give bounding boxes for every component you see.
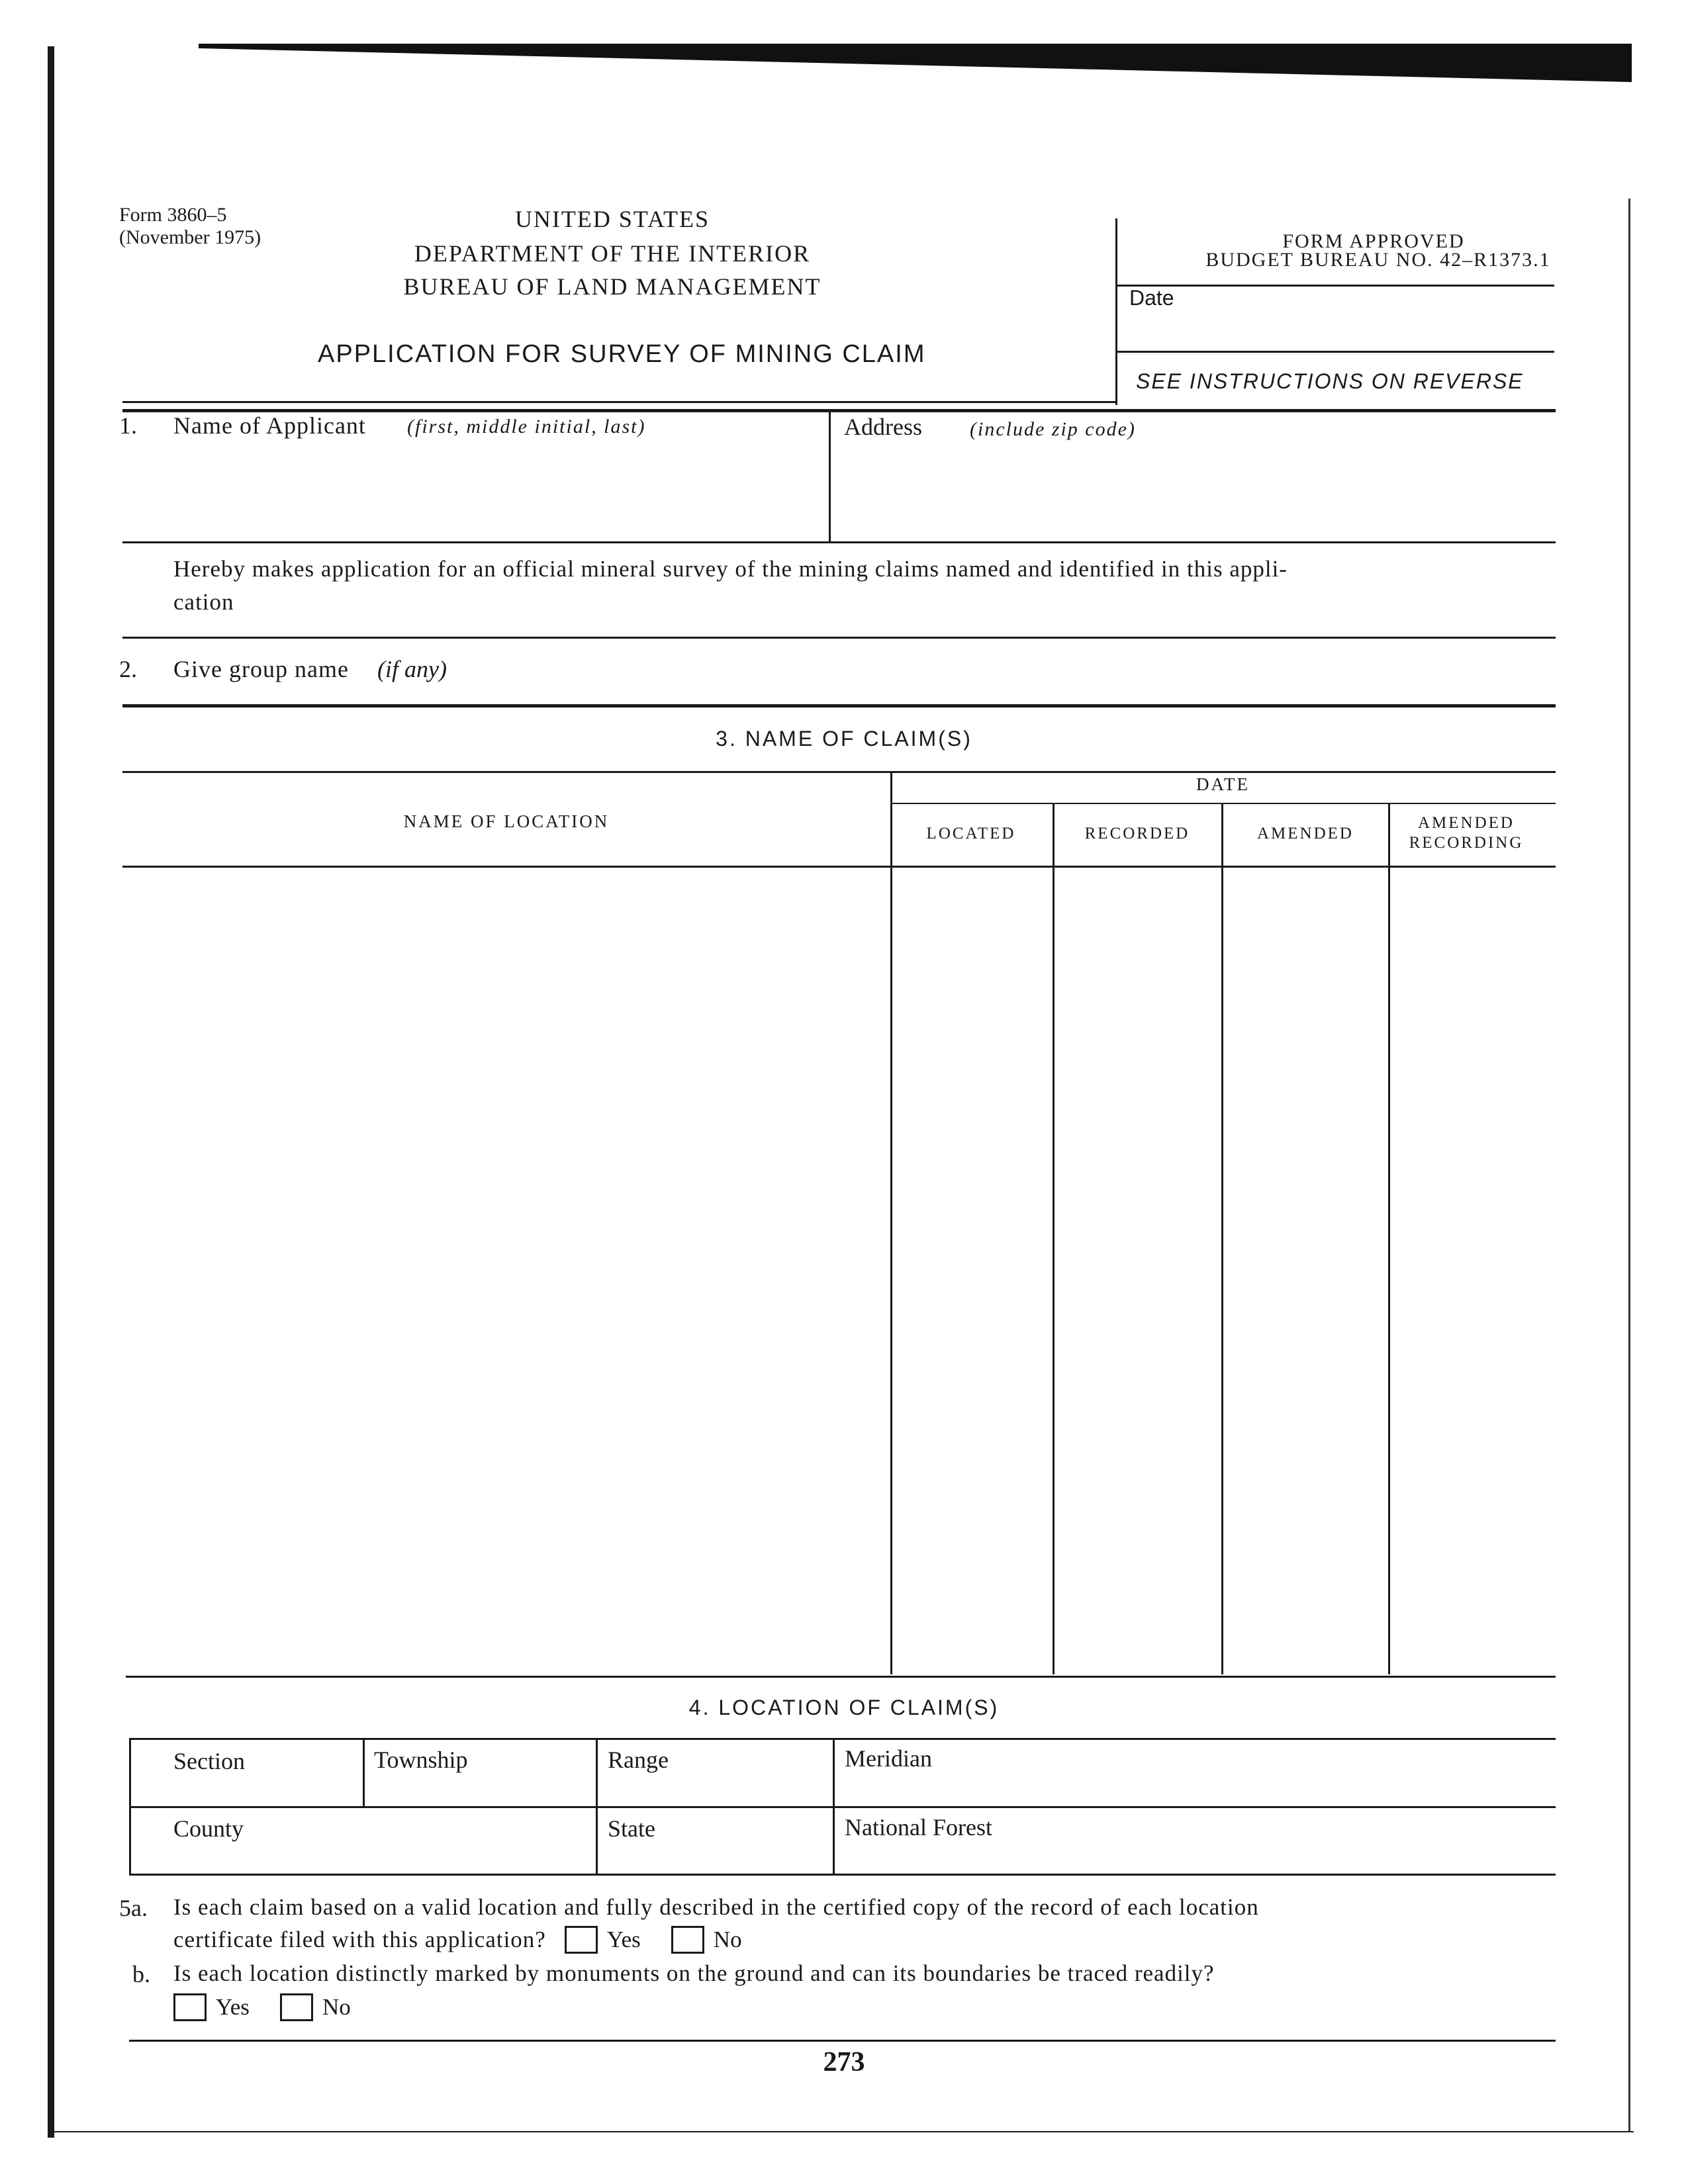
- location-middle-rule: [129, 1806, 1556, 1808]
- name-of-location-header: NAME OF LOCATION: [403, 811, 610, 831]
- state-field[interactable]: [599, 1846, 831, 1872]
- section5-bottom-rule: [129, 2040, 1556, 2042]
- state-field-label: State: [608, 1815, 655, 1842]
- instructions-note: SEE INSTRUCTIONS ON REVERSE: [1136, 369, 1524, 393]
- question-5a-no-option[interactable]: [671, 1926, 742, 1954]
- question-5a-line2: certificate filed with this application?: [173, 1927, 546, 1952]
- table-divider-4: [1388, 803, 1390, 1674]
- table-divider-3: [1221, 803, 1223, 1674]
- table-divider-1: [890, 771, 892, 1674]
- name-of-location-column[interactable]: [126, 868, 887, 1672]
- question-5b-no-label: No: [322, 1994, 351, 2020]
- form-approved: FORM APPROVED: [1282, 230, 1465, 252]
- question-5a-line1: Is each claim based on a valid location and fully described in the certified copy of the record of each location: [173, 1894, 1259, 1920]
- date-field[interactable]: [1192, 286, 1554, 349]
- date-rule: [1117, 351, 1554, 353]
- question-5b-number: b.: [132, 1961, 150, 1987]
- section-field-label: Section: [173, 1748, 245, 1774]
- form-date: (November 1975): [119, 226, 261, 248]
- meridian-field-label: Meridian: [845, 1745, 932, 1772]
- address-hint: (include zip code): [970, 418, 1136, 440]
- page-title: APPLICATION FOR SURVEY OF MINING CLAIM: [318, 340, 926, 368]
- applicant-name-field[interactable]: [126, 447, 827, 539]
- section4-heading: 4. LOCATION OF CLAIM(S): [688, 1696, 1000, 1719]
- amended-column[interactable]: [1225, 868, 1385, 1672]
- section1-number: 1.: [119, 412, 137, 439]
- section1-bottom-rule: [122, 541, 1556, 543]
- question-5a-line2-row: [173, 1926, 773, 1954]
- budget-bureau-number: BUDGET BUREAU NO. 42–R1373.1: [1205, 249, 1551, 271]
- address-field[interactable]: [834, 450, 1556, 539]
- township-field[interactable]: [365, 1780, 594, 1805]
- question-5a-yes-option[interactable]: [565, 1926, 641, 1954]
- agency-line-1: UNITED STATES: [514, 206, 710, 232]
- range-field-label: Range: [608, 1747, 669, 1773]
- applicant-name-hint: (first, middle initial, last): [407, 416, 646, 437]
- date-group-header: DATE: [1196, 774, 1250, 794]
- question-5b-yes-checkbox[interactable]: [173, 1993, 207, 2021]
- scan-left-edge: [48, 46, 54, 2138]
- question-5a-yes-checkbox[interactable]: [565, 1926, 598, 1954]
- section2-number: 2.: [119, 656, 137, 682]
- county-field-label: County: [173, 1815, 244, 1842]
- range-field[interactable]: [599, 1780, 831, 1805]
- page-number: 273: [823, 2047, 865, 2077]
- header-right-divider: [1115, 218, 1117, 405]
- application-statement-line2: cation: [173, 589, 234, 615]
- question-5a-number: 5a.: [119, 1895, 148, 1921]
- table-bottom-rule: [126, 1676, 1556, 1678]
- section3-heading: 3. NAME OF CLAIM(S): [716, 727, 972, 751]
- group-name-hint: (if any): [377, 656, 447, 682]
- amended-recording-column[interactable]: [1392, 868, 1554, 1672]
- scan-top-edge: [199, 44, 1632, 82]
- question-5b-yes-label: Yes: [216, 1994, 250, 2020]
- section1-divider: [829, 410, 831, 541]
- applicant-name-label: Name of Applicant: [173, 412, 366, 439]
- amended-recording-header: AMENDED RECORDING: [1409, 814, 1524, 852]
- question-5b-no-checkbox[interactable]: [280, 1993, 313, 2021]
- application-statement-line1: Hereby makes application for an official mineral survey of the mining claims named and identified in this appli-: [173, 556, 1288, 582]
- county-field[interactable]: [132, 1846, 592, 1872]
- scan-bottom-edge: [52, 2131, 1634, 2132]
- header-rule: [122, 401, 1115, 403]
- national-forest-field-label: National Forest: [845, 1814, 992, 1841]
- township-field-label: Township: [374, 1747, 468, 1773]
- location-bottom-rule: [129, 1874, 1556, 1876]
- table-divider-2: [1053, 803, 1055, 1674]
- section2-bottom-rule: [122, 704, 1556, 707]
- question-5a-no-label: No: [713, 1927, 742, 1952]
- located-header: LOCATED: [926, 825, 1016, 842]
- form-number: Form 3860–5: [119, 204, 227, 226]
- recorded-column[interactable]: [1056, 868, 1219, 1672]
- question-5a-no-checkbox[interactable]: [671, 1926, 704, 1954]
- meridian-field[interactable]: [835, 1780, 1554, 1805]
- question-5b-yes-option[interactable]: [173, 1993, 250, 2021]
- agency-line-3: BUREAU OF LAND MANAGEMENT: [403, 273, 821, 300]
- question-5a-yes-label: Yes: [606, 1927, 641, 1952]
- scan-right-edge: [1628, 199, 1630, 2131]
- group-name-field[interactable]: [477, 649, 1549, 702]
- amended-header: AMENDED: [1257, 825, 1354, 842]
- section-field[interactable]: [132, 1780, 361, 1805]
- group-name-label: Give group name: [173, 656, 349, 682]
- location-divider-1: [363, 1738, 365, 1806]
- date-label: Date: [1129, 286, 1174, 310]
- statement-rule: [122, 637, 1556, 639]
- table-header-rule: [122, 866, 1556, 868]
- recorded-header: RECORDED: [1084, 825, 1190, 842]
- question-5b-no-option[interactable]: [280, 1993, 351, 2021]
- agency-line-2: DEPARTMENT OF THE INTERIOR: [414, 240, 811, 267]
- located-column[interactable]: [894, 868, 1050, 1672]
- question-5b-options: [173, 1993, 381, 2021]
- location-top-rule: [129, 1738, 1556, 1740]
- national-forest-field[interactable]: [835, 1846, 1554, 1872]
- table-top-rule: [122, 771, 1556, 773]
- question-5b-line1: Is each location distinctly marked by monuments on the ground and can its boundaries be traced readily?: [173, 1960, 1215, 1986]
- address-label: Address: [844, 414, 922, 440]
